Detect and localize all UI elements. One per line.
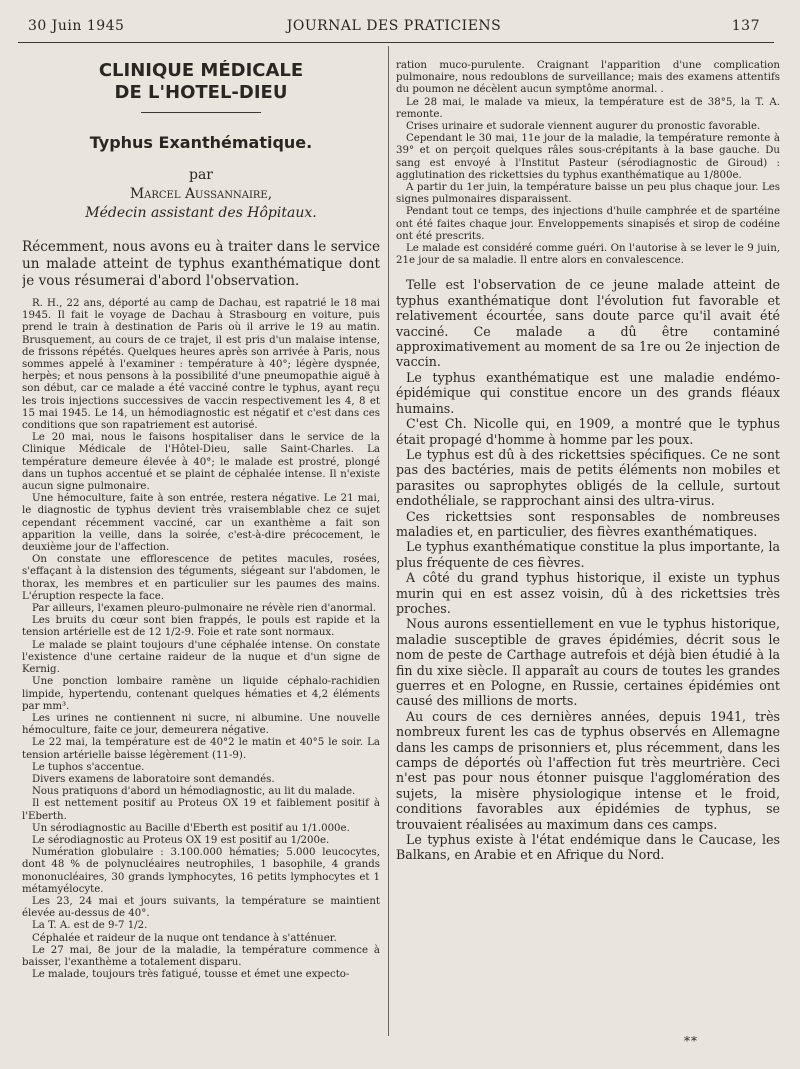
paragraph: Crises urinaire et sudorale viennent augurer du pronostic favorable. <box>406 121 761 133</box>
footer-asterisks: ** <box>684 1034 698 1048</box>
paragraph: Le malade se plaint toujours d'une céphalée intense. On constate l'existence d'une certaine raideur de la nuque et d'un signe de Kernig. <box>22 639 380 676</box>
paragraph: Pendant tout ce temps, des injections d'huile camphrée et de spartéine ont été faites chaque jour. Enveloppements sinapisés et sirop de codéine ont été prescrits. <box>396 206 780 242</box>
paragraph: Au cours de ces dernières années, depuis 1941, très nombreux furent les cas de typhus observés en Allemagne dans les camps de prisonniers et, plus récemment, dans les camps de déportés où l'affection fut très meurtrière. Ceci n'est pas pour nous étonner puisque l'agglomération des sujets, la misère physiologique intense et le froid, conditions favorables aux épidémies de typhus, se trouvaient réalisées au maximum dans ces camps. <box>396 708 780 832</box>
paragraph: Céphalée et raideur de la nuque ont tendance à s'atténuer. <box>32 932 337 944</box>
paragraph: Cependant le 30 mai, 11e jour de la maladie, la température remonte à 39° et on perçoit quelques râles sous-crépitants à la base gauche. Du sang est envoyé à l'Institut Pasteur (sérodiagnostic de Giroud) : agglutination des rickettsies du typhus exanthématique au 1/800e. <box>396 133 780 181</box>
paragraph: Le 20 mai, nous le faisons hospitaliser dans le service de la Clinique Médicale de l'Hôtel-Dieu, salle Saint-Charles. La température demeure élevée à 40°; le malade est prostré, plongé dans un tuphos accentué et se plaint de céphalée intense. Il n'existe aucun signe pulmonaire. <box>22 432 380 493</box>
paragraph: Le typhus exanthématique constitue la plus importante, la plus fréquente de ces fièvres. <box>396 539 780 570</box>
paragraph: Numération globulaire : 3.100.000 hématies; 5.000 leucocytes, dont 48 % de polynucléaires neutrophiles, 1 basophile, 4 grands mononucléaires, 30 grands lymphocytes, 16 petits lymphocytes et 1 métamyélocyte. <box>22 847 380 895</box>
article-title: Typhus Exanthématique. <box>89 133 313 152</box>
paragraph: Ces rickettsies sont responsables de nombreuses maladies et, en particulier, des fièvres exanthématiques. <box>396 508 780 539</box>
header-rule <box>18 42 774 43</box>
left-column <box>22 60 380 1020</box>
paragraph: Le typhus existe à l'état endémique dans le Caucase, les Balkans, en Arabie et en Afrique du Nord. <box>396 832 780 863</box>
page-number: 137 <box>731 18 760 34</box>
byline-par: par <box>188 167 213 183</box>
paragraph: Le tuphos s'accentue. <box>32 761 145 773</box>
discussion-text <box>396 277 780 862</box>
paragraph: Le typhus est dû à des rickettsies spécifiques. Ce ne sont pas des bactéries, mais de petits éléments non mobiles et parasites ou saprophytes obligés de la cellule, surtout endothéliale, se rapprochant ainsi des ultra-virus. <box>396 446 780 509</box>
paragraph: Le malade est considéré comme guéri. On l'autorise à se lever le 9 juin, 21e jour de sa maladie. Il entre alors en convalescence. <box>396 243 780 267</box>
paragraph: Telle est l'observation de ce jeune malade atteint de typhus exanthématique dont l'évolution fut favorable et relativement écourtée, sans doute parce qu'il avait été vacciné. Ce malade a dû être contaminé approximativement au moment de sa 1re ou 2e injection de vaccin. <box>396 277 780 370</box>
column-divider <box>388 46 389 1036</box>
paragraph: Divers examens de laboratoire sont demandés. <box>32 773 275 785</box>
paragraph: A partir du 1er juin, la température baisse un peu plus chaque jour. Les signes pulmonaires disparaissent. <box>396 182 780 206</box>
lead-paragraph: Récemment, nous avons eu à traiter dans le service un malade atteint de typhus exanthématique dont je vous résumerai d'abord l'observation. <box>22 239 380 289</box>
author-name: Marcel Aussannaire, <box>129 186 273 202</box>
paragraph: Le typhus exanthématique est une maladie endémo-épidémique qui constitue encore un des grands fléaux humains. <box>396 369 780 416</box>
paragraph: Le 28 mai, le malade va mieux, la température est de 38°5, la T. A. remonte. <box>396 96 780 120</box>
title-rule <box>141 112 261 113</box>
right-column <box>396 60 780 1050</box>
paragraph: Le malade, toujours très fatigué, tousse et émet une expecto- <box>32 969 350 981</box>
paragraph: Les 23, 24 mai et jours suivants, la température se maintient élevée au-dessus de 40°. <box>22 895 380 920</box>
paragraph: Le 22 mai, la température est de 40°2 le matin et 40°5 le soir. La tension artérielle baisse légèrement (11-9). <box>22 737 380 761</box>
author-role: Médecin assistant des Hôpitaux. <box>85 205 317 221</box>
paragraph: R. H., 22 ans, déporté au camp de Dachau, est rapatrié le 18 mai 1945. Il fait le voyage de Dachau à Strasbourg en voiture, puis prend le train à destination de Paris où il arrive le 19 au matin. Brusquement, au cours de ce trajet, il est pris d'un malaise intense, de frissons répétés. Quelques heures après son arrivée à Paris, nous sommes appelé à l'examiner : température à 40°; légère dyspnée, herpès; et nous pensons à la possibilité d'une pneumopathie aiguë à son début, car ce malade a été vacciné contre le typhus, ayant reçu les trois injections successives de vaccin respectivement les 4, 8 et 15 mai 1945. Le 14, un hémodiagnostic est négatif et c'est dans ces conditions que son rapatriement est autorisé. <box>22 298 380 432</box>
paragraph: La T. A. est de 9-7 1/2. <box>32 920 148 932</box>
paragraph: C'est Ch. Nicolle qui, en 1909, a montré que le typhus était propagé d'homme à homme par les poux. <box>396 416 780 447</box>
paragraph: Le 27 mai, 8e jour de la maladie, la température commence à baisser, l'exanthème a totalement disparu. <box>22 944 380 968</box>
paragraph: Nous aurons essentiellement en vue le typhus historique, maladie susceptible de graves épidémies, décrit sous le nom de peste de Carthage autrefois et déjà bien étudié à la fin du xixe siècle. Il apparaît au cours de toutes les grandes guerres et en Pologne, en Russie, certaines épidémies ont causé des millions de morts. <box>396 616 780 709</box>
clinic-title-line2: DE L'HOTEL-DIEU <box>114 82 288 103</box>
paragraph: Un sérodiagnostic au Bacille d'Eberth est positif au 1/1.000e. <box>32 822 350 834</box>
paragraph: Le sérodiagnostic au Proteus OX 19 est positif au 1/200e. <box>32 834 330 846</box>
clinic-title-line1: CLINIQUE MÉDICALE <box>98 60 304 81</box>
paragraph: Les urines ne contiennent ni sucre, ni albumine. Une nouvelle hémoculture, faite ce jour, demeurera négative. <box>22 712 380 737</box>
observation-continued <box>396 60 780 267</box>
paragraph: On constate une efflorescence de petites macules, rosées, s'effaçant à la distension des téguments, siégeant sur l'abdomen, le thorax, les membres et en particulier sur les paumes des mains. L'éruption respecte la face. <box>22 554 380 602</box>
paragraph: Les bruits du cœur sont bien frappés, le pouls est rapide et la tension artérielle est de 12 1/2-9. Foie et rate sont normaux. <box>22 615 380 639</box>
title-block <box>22 60 380 223</box>
journal-title: JOURNAL DES PRATICIENS <box>286 18 502 34</box>
observation-text <box>22 298 380 981</box>
paragraph: Nous pratiquons d'abord un hémodiagnostic, au lit du malade. <box>32 786 356 798</box>
issue-date: 30 Juin 1945 <box>28 18 125 34</box>
paragraph: A côté du grand typhus historique, il existe un typhus murin qui en est assez voisin, dû à des rickettsies très proches. <box>396 570 780 616</box>
paragraph: ration muco-purulente. Craignant l'apparition d'une complication pulmonaire, nous redoublons de surveillance; mais des examens attentifs du poumon ne décèlent aucun symptôme anormal. . <box>396 60 780 96</box>
paragraph: Une hémoculture, faite à son entrée, restera négative. Le 21 mai, le diagnostic de typhus devient très vraisemblable chez ce sujet cependant récemment vacciné, car un exanthème a fait son apparition la veille, dans la soirée, c'est-à-dire précocement, le deuxième jour de l'affection. <box>22 493 380 554</box>
paragraph: Par ailleurs, l'examen pleuro-pulmonaire ne révèle rien d'anormal. <box>32 603 377 615</box>
paragraph: Il est nettement positif au Proteus OX 19 et faiblement positif à l'Eberth. <box>22 798 380 822</box>
running-header <box>28 18 760 40</box>
paragraph: Une ponction lombaire ramène un liquide céphalo-rachidien limpide, hypertendu, contenant quelques hématies et 4,2 éléments par mm³. <box>22 676 380 712</box>
